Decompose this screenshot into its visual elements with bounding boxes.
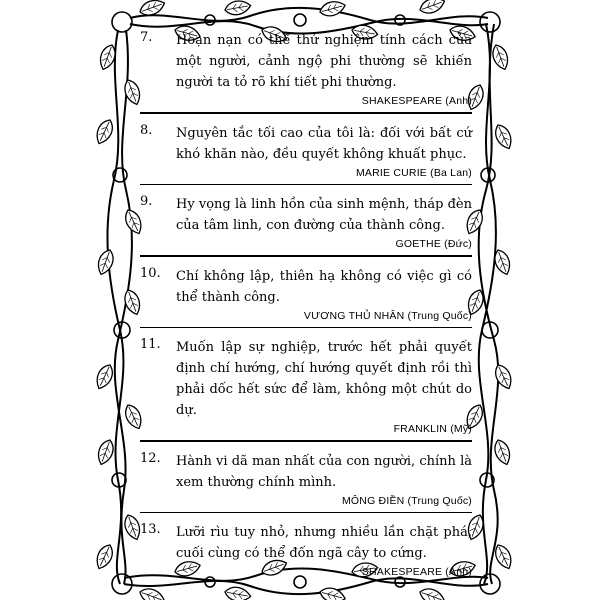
divider: [140, 255, 472, 257]
quote-author: FRANKLIN (Mỹ): [393, 423, 472, 435]
quote-text: Lưỡi rìu tuy nhỏ, nhưng nhiều lần chặt phá, cuối cùng có thể đốn ngã cây to cứng.: [176, 525, 472, 561]
quote-author: MARIE CURIE (Ba Lan): [355, 166, 472, 179]
quote-number: 11.: [140, 337, 161, 352]
quote-item: [140, 194, 472, 257]
quote-author: VƯƠNG THỦ NHÂN (Trung Quốc): [303, 309, 472, 322]
quote-item: [140, 337, 472, 442]
quote-text: Muốn lập sự nghiệp, trước hết phải quyết định chí hướng, chí hướng quyết định rồi thì phải dốc hết sức để làm, không một chút do dự.: [176, 340, 472, 418]
quote-author: GOETHE (Đức): [395, 238, 472, 250]
quote-number: 13.: [140, 522, 161, 537]
quote-item: [140, 522, 472, 580]
quote-item: [140, 266, 472, 329]
quote-text: Hành vi dã man nhất của con người, chính là xem thường chính mình.: [176, 453, 472, 490]
quote-number: 9.: [140, 194, 153, 209]
quote-number: 10.: [140, 265, 161, 281]
quote-number: 7.: [140, 30, 153, 45]
quote-text: Nguyên tắc tối cao của tôi là: đối với bất cứ khó khăn nào, đều quyết không khuất phục.: [176, 125, 472, 162]
divider: [140, 327, 472, 329]
quote-text: Chí không lập, thiên hạ không có việc gì có thể thành công.: [176, 268, 472, 305]
divider: [140, 512, 472, 514]
quote-author: MÔNG ĐIỀN (Trung Quốc): [341, 494, 472, 507]
quote-author: SHAKESPEARE (Anh): [361, 566, 472, 578]
quote-author: SHAKESPEARE (Anh): [361, 95, 472, 107]
divider: [140, 184, 472, 186]
quote-item: [140, 123, 472, 186]
divider: [140, 440, 472, 442]
quote-number: 12.: [140, 450, 161, 466]
quote-list: [140, 30, 472, 589]
divider: [140, 112, 472, 114]
quote-item: [140, 30, 472, 114]
quote-text: Hoạn nạn có thể thử nghiệm tính cách của một người, cảnh ngộ phi thường sẽ khiến người ta tỏ rõ khí tiết phi thường.: [176, 33, 472, 90]
quote-number: 8.: [140, 122, 153, 138]
quote-item: [140, 451, 472, 514]
quote-text: Hy vọng là linh hồn của sinh mệnh, tháp đèn của tâm linh, con đường của thành công.: [176, 197, 472, 233]
